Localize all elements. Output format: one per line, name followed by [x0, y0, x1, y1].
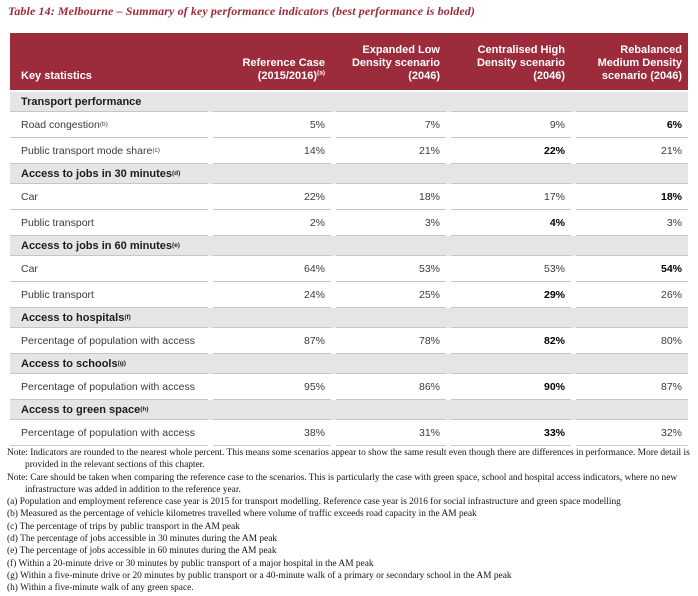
section-cell-filler: [576, 354, 688, 374]
value-cell: 25%: [336, 282, 446, 308]
note-text: Within a five-minute drive or 20 minutes by public transport or a 40-minute walk of a primary or secondary school in the AM peak: [17, 570, 512, 581]
table-header-row: [10, 33, 688, 90]
table-row: [10, 210, 688, 236]
table-row: [10, 112, 688, 138]
section-row: [10, 354, 688, 374]
section-cell-filler: [213, 400, 331, 420]
section-row: [10, 308, 688, 328]
note-line: [7, 521, 695, 533]
section-row: [10, 164, 688, 184]
value-cell: 53%: [336, 256, 446, 282]
notes: [7, 447, 695, 595]
section-cell-filler: [576, 400, 688, 420]
value-cell-best: 33%: [451, 420, 571, 446]
table-row: [10, 328, 688, 354]
section-label: Access to hospitals (f): [10, 308, 208, 328]
section-cell-filler: [576, 236, 688, 256]
section-cell-filler: [336, 354, 446, 374]
note-line: [7, 558, 695, 570]
section-row: [10, 92, 688, 112]
value-cell: 17%: [451, 184, 571, 210]
note-text: The percentage of jobs accessible in 60 minutes during the AM peak: [17, 546, 277, 557]
section-cell-filler: [451, 236, 571, 256]
value-cell: 18%: [336, 184, 446, 210]
value-cell: 7%: [336, 112, 446, 138]
value-cell: 26%: [576, 282, 688, 308]
table-row: [10, 420, 688, 446]
section-cell-filler: [213, 236, 331, 256]
note-text: Measured as the percentage of vehicle kilometres travelled where volume of traffic exceeds road capacity in the AM peak: [17, 509, 477, 520]
column-header: Reference Case $(2015/2016)^{(a)}$: [242, 57, 325, 82]
row-label: Percentage of population with access: [10, 374, 208, 400]
section-cell-filler: [451, 308, 571, 328]
table-row: [10, 282, 688, 308]
note-line: [7, 570, 695, 582]
note-text: Within a five-minute walk of any green space.: [17, 583, 194, 594]
value-cell: 24%: [213, 282, 331, 308]
value-cell: 21%: [576, 138, 688, 164]
section-cell-filler: [576, 92, 688, 112]
section-cell-filler: [451, 354, 571, 374]
note-line: [7, 582, 695, 594]
section-row: [10, 236, 688, 256]
section-label: Access to green space (h): [10, 400, 208, 420]
note-label: (b): [7, 509, 18, 520]
note-line: [7, 545, 695, 557]
note-line: [7, 447, 695, 472]
section-cell-filler: [336, 400, 446, 420]
note-label: (g): [7, 570, 18, 581]
section-cell-filler: [213, 354, 331, 374]
section-cell-filler: [576, 164, 688, 184]
kpi-table: [10, 33, 688, 446]
section-cell-filler: [213, 164, 331, 184]
row-label: Public transport mode share (c): [10, 138, 208, 164]
table-row: [10, 184, 688, 210]
section-cell-filler: [336, 164, 446, 184]
note-label: (f): [7, 558, 17, 569]
value-cell: 2%: [213, 210, 331, 236]
value-cell: 78%: [336, 328, 446, 354]
table-row: [10, 374, 688, 400]
value-cell: 3%: [336, 210, 446, 236]
note-text: Care should be taken when comparing the reference case to the scenarios. This is particularly the case with green space, school and hospital access indicators, where no new infrastructure was added in addition to the reference year.: [25, 472, 678, 495]
note-label: (c): [7, 521, 18, 532]
value-cell-best: 18%: [576, 184, 688, 210]
footnote-marker: (a): [317, 69, 325, 77]
section-label: Access to schools (g): [10, 354, 208, 374]
value-cell: 21%: [336, 138, 446, 164]
section-cell-filler: [576, 308, 688, 328]
note-text: The percentage of trips by public transport in the AM peak: [17, 521, 240, 532]
value-cell: 31%: [336, 420, 446, 446]
section-cell-filler: [336, 308, 446, 328]
value-cell: 80%: [576, 328, 688, 354]
note-text: The percentage of jobs accessible in 30 minutes during the AM peak: [17, 534, 278, 545]
note-label: (d): [7, 534, 18, 545]
column-header-key-statistics: Key statistics: [21, 70, 92, 82]
section-cell-filler: [213, 308, 331, 328]
section-cell-filler: [336, 92, 446, 112]
note-label: Note:: [7, 448, 28, 458]
value-cell: 86%: [336, 374, 446, 400]
value-cell: 9%: [451, 112, 571, 138]
table-row: [10, 256, 688, 282]
row-label: Public transport: [10, 282, 208, 308]
section-label: Transport performance: [10, 92, 208, 112]
table-body: [10, 92, 688, 446]
note-line: [7, 508, 695, 520]
value-cell: 53%: [451, 256, 571, 282]
note-text: Population and employment reference case year is 2015 for transport modelling. Reference case year is 2016 for social infrastructure and green space modelling: [17, 497, 621, 508]
table-row: [10, 138, 688, 164]
row-label: Percentage of population with access: [10, 328, 208, 354]
note-label: (e): [7, 546, 18, 557]
section-label: Access to jobs in 60 minutes (e): [10, 236, 208, 256]
value-cell: 5%: [213, 112, 331, 138]
section-row: [10, 400, 688, 420]
note-text: Within a 20-minute drive or 30 minutes by public transport of a major hospital in the AM peak: [16, 558, 374, 569]
value-cell-best: 82%: [451, 328, 571, 354]
value-cell-best: 6%: [576, 112, 688, 138]
value-cell: 14%: [213, 138, 331, 164]
table-title: Table 14: Melbourne – Summary of key performance indicators (best performance is bolded): [8, 4, 475, 18]
value-cell: 95%: [213, 374, 331, 400]
column-header: Rebalanced Medium Density scenario (2046): [597, 44, 682, 82]
note-text: Indicators are rounded to the nearest whole percent. This means some scenarios appear to show the same result even though there are differences in performance. More detail is provided in the relevant sections of this chapter.: [25, 448, 690, 471]
value-cell: 22%: [213, 184, 331, 210]
value-cell: 3%: [576, 210, 688, 236]
note-line: [7, 496, 695, 508]
note-line: [7, 533, 695, 545]
note-line: [7, 472, 695, 497]
value-cell: 38%: [213, 420, 331, 446]
note-label: Note:: [7, 472, 28, 483]
section-cell-filler: [451, 164, 571, 184]
section-cell-filler: [451, 92, 571, 112]
row-label: Percentage of population with access: [10, 420, 208, 446]
column-header: Centralised High Density scenario (2046): [476, 44, 565, 82]
value-cell-best: 4%: [451, 210, 571, 236]
value-cell: 32%: [576, 420, 688, 446]
section-cell-filler: [336, 236, 446, 256]
row-label: Car: [10, 184, 208, 210]
note-label: (a): [7, 497, 18, 508]
section-cell-filler: [213, 92, 331, 112]
value-cell: 87%: [576, 374, 688, 400]
value-cell: 64%: [213, 256, 331, 282]
value-cell-best: 54%: [576, 256, 688, 282]
row-label: Public transport: [10, 210, 208, 236]
value-cell: 87%: [213, 328, 331, 354]
section-label: Access to jobs in 30 minutes (d): [10, 164, 208, 184]
value-cell-best: 90%: [451, 374, 571, 400]
value-cell-best: 29%: [451, 282, 571, 308]
column-header: Expanded Low Density scenario (2046): [351, 44, 440, 82]
value-cell-best: 22%: [451, 138, 571, 164]
note-label: (h): [7, 583, 18, 594]
section-cell-filler: [451, 400, 571, 420]
row-label: Car: [10, 256, 208, 282]
row-label: Road congestion (b): [10, 112, 208, 138]
